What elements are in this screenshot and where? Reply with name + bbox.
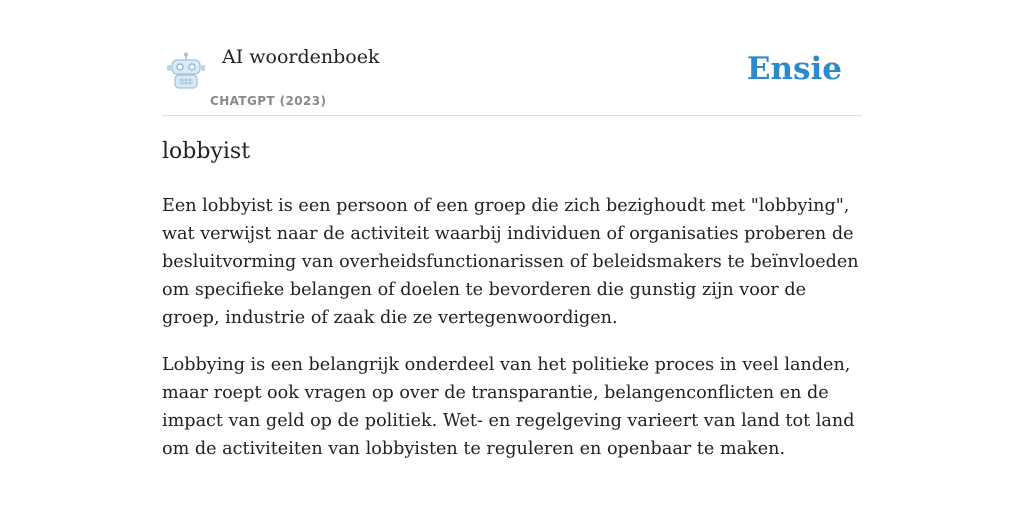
dictionary-header: [162, 40, 862, 116]
dictionary-title[interactable]: AI woordenboek: [222, 46, 380, 68]
dictionary-source: CHATGPT (2023): [210, 94, 327, 108]
definition-paragraph: Een lobbyist is een persoon of een groep die zich bezighoudt met "lobbying", wat verwijst naar de activiteit waarbij individuen of organisaties proberen de besluitvorming van overheidsfunctionarissen of beleidsmakers te beïnvloeden om specifieke belangen of doelen te bevorderen die gunstig zijn voor de groep, industrie of zaak die ze vertegenwoordigen.: [162, 196, 859, 328]
definition-paragraph: Lobbying is een belangrijk onderdeel van het politieke proces in veel landen, maar roept ook vragen op over de transparantie, belangenconflicten en de impact van geld op de politiek. Wet- en regelgeving varieert van land tot land om de activiteiten van lobbyisten te reguleren en openbaar te maken.: [162, 355, 855, 459]
entry-definition: [162, 192, 862, 482]
robot-icon: [166, 52, 206, 90]
entry-term: lobbyist: [162, 139, 251, 164]
brand-logo[interactable]: Ensie: [746, 51, 842, 87]
